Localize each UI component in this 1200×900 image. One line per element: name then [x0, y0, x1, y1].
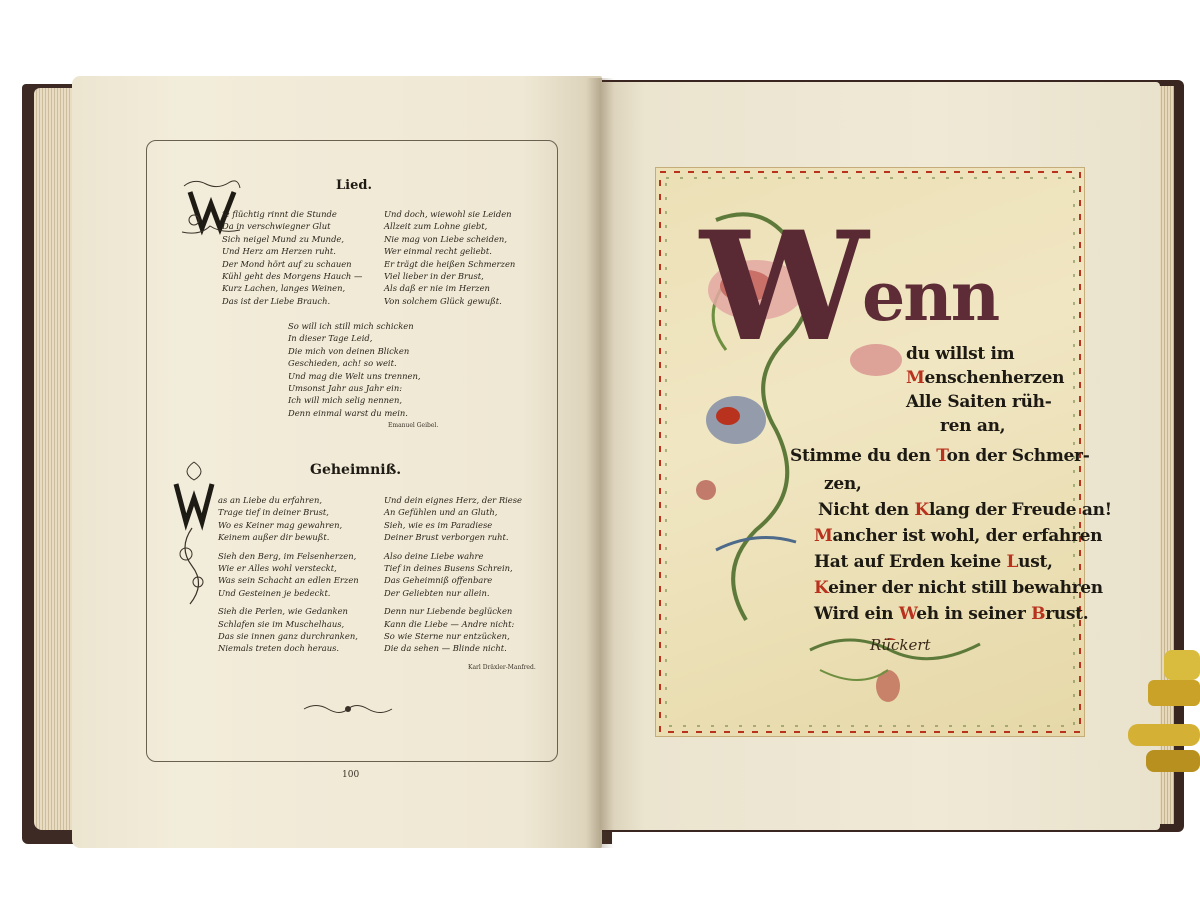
poem-line: Umsonst Jahr aus Jahr ein: — [288, 383, 403, 394]
brass-bookstand — [1124, 650, 1200, 790]
poem-line: So wie Sterne nur entzücken, — [384, 631, 510, 642]
poem2-title: Geheimniß. — [310, 462, 402, 478]
line-text: rust. — [1045, 604, 1089, 624]
poem-line: Sieh die Perlen, wie Gedanken — [218, 606, 348, 617]
poem-line: Und Herz am Herzen ruht. — [222, 246, 336, 257]
book-gutter — [586, 78, 614, 848]
illuminated-line — [906, 392, 1051, 412]
line-text: lang der Freude an! — [928, 500, 1112, 520]
poem-line: Kurz Lachen, langes Weinen, — [222, 283, 346, 294]
poem-line: Kühl geht des Morgens Hauch — — [222, 271, 363, 282]
illuminated-word-rest: enn — [862, 257, 999, 337]
poem-line: Da in verschwiegner Glut — [222, 221, 331, 232]
rubric-letter: K — [814, 578, 829, 598]
poem-line: Schlafen sie im Muschelhaus, — [218, 618, 345, 629]
poem1-stanza3 — [288, 320, 421, 419]
poem-line: Der Mond hört auf zu schauen — [222, 258, 352, 269]
poem-line: Kann die Liebe — Andre nicht: — [384, 618, 515, 629]
poem1-author: Emanuel Geibel. — [388, 422, 439, 429]
poem-line: Sieh den Berg, im Felsenherzen, — [218, 550, 357, 561]
rubric-letter: W — [898, 604, 917, 624]
line-text: Stimme du den — [790, 446, 937, 466]
poem-line: ie flüchtig rinnt die Stunde — [222, 209, 337, 219]
illuminated-line — [824, 474, 862, 494]
poem-line: Allzeit zum Lohne giebt, — [384, 221, 488, 232]
poem-line: Das ist der Liebe Brauch. — [222, 295, 331, 306]
poem-line: Trage tief in deiner Brust, — [218, 507, 329, 518]
poem1-col1 — [222, 208, 362, 307]
poem-line: Geschieden, ach! so weit. — [288, 358, 397, 369]
rubric-letter: T — [936, 446, 947, 466]
illuminated-line — [906, 344, 1014, 364]
illuminated-line — [814, 552, 1053, 572]
illuminated-line — [818, 500, 1112, 520]
rubric-letter: M — [906, 368, 925, 388]
poem-line: Also deine Liebe wahre — [384, 550, 484, 561]
poem-line: Viel lieber in der Brust, — [384, 271, 484, 282]
poem-line: Deiner Brust verborgen ruht. — [384, 532, 509, 543]
poem-line: So will ich still mich schicken — [288, 321, 414, 331]
illuminated-initial-W: W — [700, 199, 869, 375]
line-text: du willst im — [906, 344, 1015, 364]
line-text: on der Schmer- — [946, 446, 1090, 466]
poem2-author: Karl Dräxler-Manfred. — [468, 664, 536, 671]
line-text: eh in seiner — [916, 604, 1032, 624]
poem-line: Sieh, wie es im Paradiese — [384, 519, 493, 530]
poem-line: Das sie innen ganz durchranken, — [218, 631, 358, 642]
line-text: Hat auf Erden keine — [814, 552, 1007, 572]
poem-line: Niemals treten doch heraus. — [218, 643, 340, 654]
poem2-col1 — [218, 494, 359, 655]
line-text: Wird ein — [814, 604, 899, 624]
rubric-letter: K — [914, 500, 929, 520]
poem-line: Wo es Keiner mag gewahren, — [218, 519, 343, 530]
illuminated-line — [814, 604, 1088, 624]
poem1-title: Lied. — [336, 178, 372, 193]
line-text: ust, — [1018, 552, 1053, 572]
poem-line: Tief in deines Busens Schrein, — [384, 563, 513, 574]
line-text: ancher ist wohl, der erfahren — [832, 526, 1103, 546]
line-text: enschenherzen — [924, 368, 1065, 388]
illuminated-line — [790, 446, 1089, 466]
rubric-letter: B — [1031, 604, 1046, 624]
tailpiece-ornament — [300, 700, 396, 718]
poem-line: Denn nur Liebende beglücken — [384, 606, 513, 617]
poem-line: Der Geliebten nur allein. — [384, 587, 490, 598]
poem-line: Und doch, wiewohl sie Leiden — [384, 209, 512, 219]
poem-line: Und Gesteinen je bedeckt. — [218, 587, 331, 598]
poem-line: An Gefühlen und an Gluth, — [384, 507, 498, 518]
poem-line: Von solchem Glück gewußt. — [384, 295, 502, 306]
poem-line: Die da sehen — Blinde nicht. — [384, 643, 507, 654]
line-text: Alle Saiten rüh- — [906, 392, 1052, 412]
illuminated-line — [906, 368, 1064, 388]
poem-line: Das Geheimniß offenbare — [384, 575, 493, 586]
poem-line: Nie mag von Liebe scheiden, — [384, 233, 507, 244]
poem-line: In dieser Tage Leid, — [288, 333, 373, 344]
poem2-col2 — [384, 494, 522, 655]
rubric-letter: L — [1006, 552, 1019, 572]
poem-line: Keinem außer dir bewußt. — [218, 532, 330, 543]
illuminated-line — [940, 416, 1005, 436]
poem-line: Er trägt die heißen Schmerzen — [384, 258, 516, 269]
poem-line: Was sein Schacht an edlen Erzen — [218, 575, 359, 586]
line-text: einer der nicht still bewahren — [828, 578, 1103, 598]
poem1-col2 — [384, 208, 515, 307]
page-number: 100 — [342, 770, 360, 780]
poem-line: Wie er Alles wohl versteckt, — [218, 563, 337, 574]
line-text: zen, — [824, 474, 862, 494]
illuminated-line — [814, 526, 1102, 546]
poem-line: Sich neigel Mund zu Munde, — [222, 233, 345, 244]
line-text: Nicht den — [818, 500, 915, 520]
poem-line: Als daß er nie im Herzen — [384, 283, 490, 294]
poem-line: Und dein eignes Herz, der Riese — [384, 495, 523, 505]
line-text: ren an, — [940, 416, 1006, 436]
poem-line: Die mich von deinen Blicken — [288, 345, 410, 356]
poem-signature: Rückert — [870, 636, 931, 654]
poem-line: Ich will mich selig nennen, — [288, 395, 403, 406]
poem-line: Und mag die Welt uns trennen, — [288, 370, 421, 381]
rubric-letter: M — [814, 526, 833, 546]
poem-line: Denn einmal warst du mein. — [288, 407, 408, 418]
poem-line: Wer einmal recht geliebt. — [384, 246, 492, 257]
illuminated-line — [814, 578, 1103, 598]
poem-line: as an Liebe du erfahren, — [218, 495, 323, 505]
drop-cap-w2-ornament — [170, 458, 218, 608]
